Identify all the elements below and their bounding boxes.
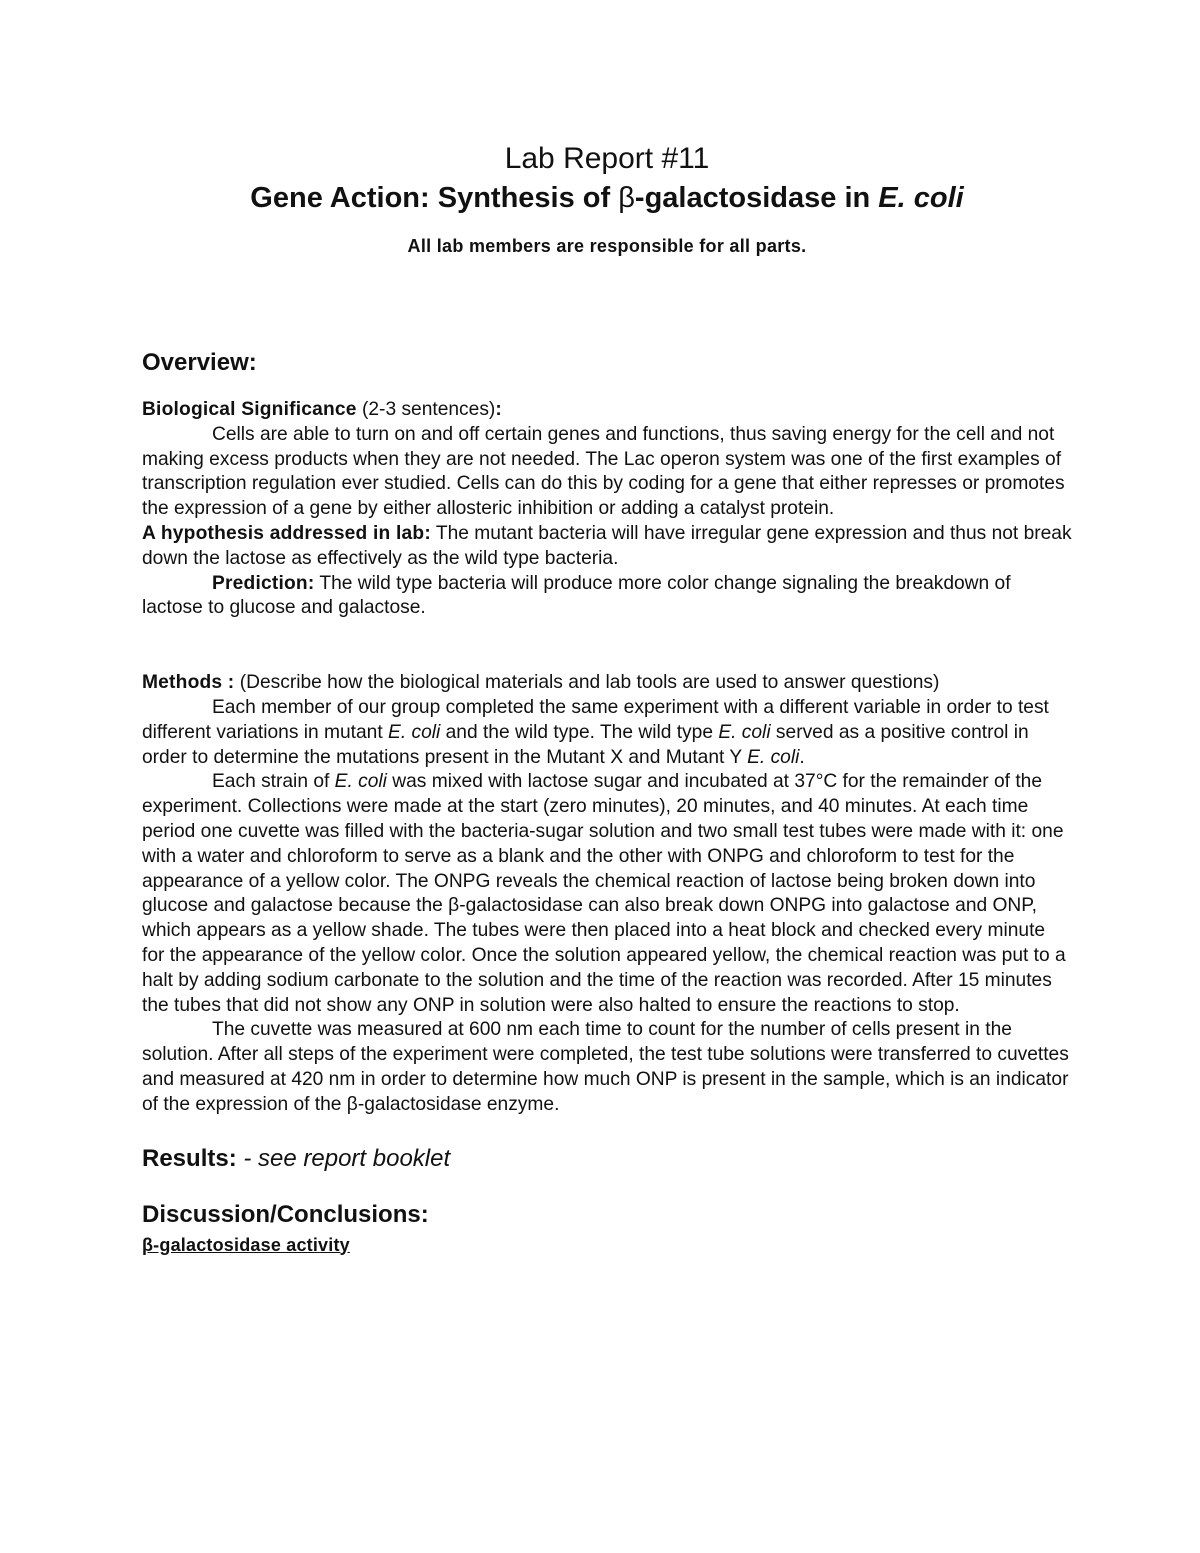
methods-p1-text-c: served as a positive control in order to determine the mutations present in the Mutant X and Mutant Y bbox=[142, 721, 1029, 768]
document-content bbox=[142, 140, 1072, 1256]
methods-label-line bbox=[142, 671, 1072, 696]
bio-significance-label: Biological Significance bbox=[142, 399, 357, 420]
bio-significance-label-line bbox=[142, 398, 1072, 423]
subtitle-prefix: Gene Action: Synthesis of bbox=[250, 182, 619, 214]
report-subtitle bbox=[142, 178, 1072, 218]
methods-p1-text-b: and the wild type. The wild type bbox=[440, 721, 719, 743]
bio-significance-text: Cells are able to turn on and off certain genes and functions, thus saving energy for the cell and not making excess products when they are not needed. The Lac operon system was one of the first examples of transcription regulation ever studied. Cells can do this by coding for a gene that either represses or promotes the expression of a gene by either allosteric inhibition or adding a catalyst protein. bbox=[142, 423, 1065, 520]
methods-section bbox=[142, 671, 1072, 1117]
methods-p1-text-d: . bbox=[799, 746, 805, 768]
methods-paragraph-2 bbox=[142, 770, 1072, 1018]
overview-section bbox=[142, 398, 1072, 621]
hypothesis-text: The mutant bacteria will have irregular gene expression and thus not break down the lactose as effectively as the wild type bacteria. bbox=[142, 522, 1072, 569]
bio-significance-hint: (2-3 sentences) bbox=[356, 399, 496, 420]
prediction-text: The wild type bacteria will produce more color change signaling the breakdown of lactose to glucose and galactose. bbox=[142, 572, 1011, 619]
hypothesis-paragraph bbox=[142, 522, 1072, 572]
prediction-paragraph bbox=[142, 572, 1072, 622]
report-header bbox=[142, 140, 1072, 258]
results-label: Results: bbox=[142, 1144, 237, 1172]
report-title: Lab Report #11 bbox=[504, 142, 710, 175]
subtitle-organism: E. coli bbox=[878, 182, 964, 214]
methods-p2-text-a: Each strain of bbox=[212, 771, 335, 793]
overview-heading: Overview: bbox=[142, 349, 257, 376]
organism-name: E. coli bbox=[334, 771, 387, 793]
organism-name: E. coli bbox=[747, 746, 800, 768]
results-heading bbox=[142, 1144, 1072, 1174]
hypothesis-label: A hypothesis addressed in lab: bbox=[142, 522, 431, 544]
members-note: All lab members are responsible for all parts. bbox=[407, 236, 807, 256]
beta-galactosidase-activity-subheading: β-galactosidase activity bbox=[142, 1234, 350, 1255]
prediction-label: Prediction: bbox=[212, 572, 315, 594]
subtitle-mid: -galactosidase in bbox=[634, 182, 879, 214]
methods-p2-text-b: was mixed with lactose sugar and incubated at 37°C for the remainder of the experiment. Collections were made at the start (zero minutes), 20 minutes, and 40 minutes. At each time period one cuvette was filled with the bacteria-sugar solution and two small test tubes were made with it: one with a water and chloroform to serve as a blank and the other with ONPG and chloroform to test for the appearance of a yellow color. The ONPG reveals the chemical reaction of lactose being broken down into glucose and galactose because the β-galactosidase can also break down ONPG into galactose and ONP, which appears as a yellow shade. The tubes were then placed into a heat block and checked every minute for the appearance of the yellow color. Once the solution appeared yellow, the chemical reaction was put to a halt by adding sodium carbonate to the solution and the time of the reaction was recorded. After 15 minutes the tubes that did not show any ONP in solution were also halted to ensure the reactions to stop. bbox=[142, 771, 1066, 1016]
organism-name: E. coli bbox=[718, 721, 771, 743]
methods-paragraph-3: The cuvette was measured at 600 nm each time to count for the number of cells present in the solution. After all steps of the experiment were completed, the test tube solutions were transferred to cuvettes and measured at 420 nm in order to determine how much ONP is present in the sample, which is an indicator of the expression of the β-galactosidase enzyme. bbox=[142, 1019, 1069, 1115]
results-note: - see report booklet bbox=[236, 1144, 451, 1172]
methods-paragraph-1 bbox=[142, 696, 1072, 770]
subtitle-beta: β bbox=[618, 182, 635, 214]
bio-significance-colon: : bbox=[495, 399, 502, 420]
methods-p1-text-a: Each member of our group completed the same experiment with a different variable in order to test different variations in mutant bbox=[142, 696, 1049, 743]
methods-hint: (Describe how the biological materials and lab tools are used to answer questions) bbox=[234, 672, 940, 694]
methods-label: Methods : bbox=[142, 672, 235, 694]
discussion-heading: Discussion/Conclusions: bbox=[142, 1200, 429, 1228]
organism-name: E. coli bbox=[388, 721, 441, 743]
